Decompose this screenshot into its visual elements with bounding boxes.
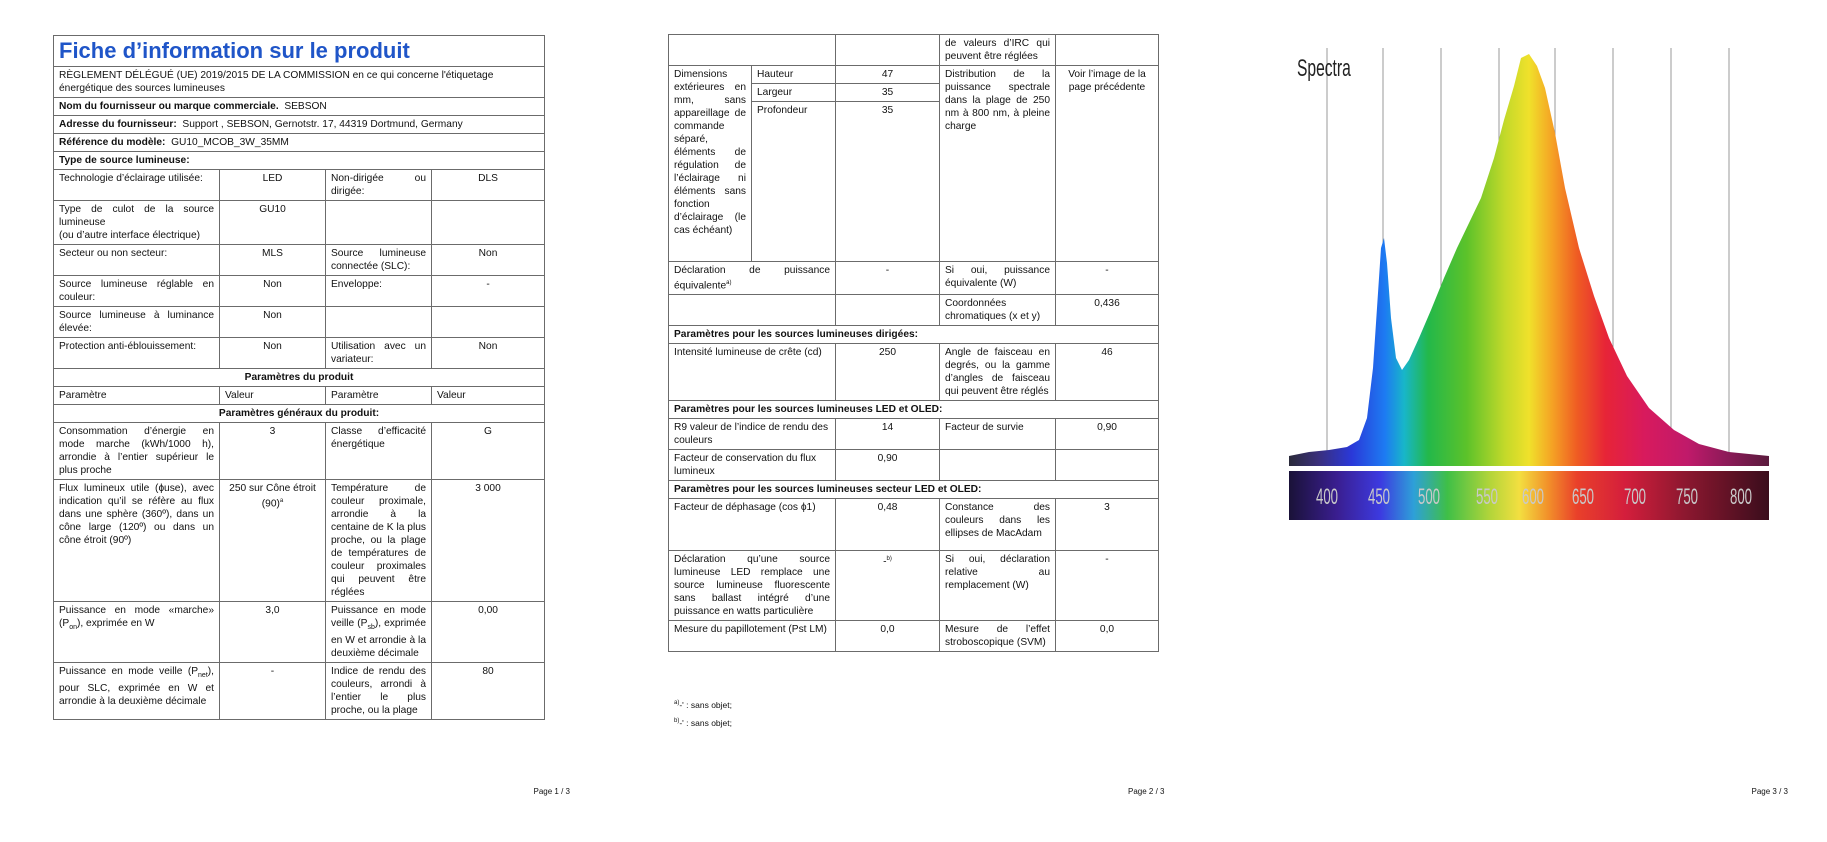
equivalent-power-label: [669, 262, 836, 295]
color-tunable-value: Non: [220, 276, 326, 307]
spectral-distribution-label: Distribution de la puissance spectrale dans la plage de 250 nm à 800 nm, à pleine charge: [940, 66, 1056, 262]
tech-value: LED: [220, 170, 326, 201]
empty-cell: [669, 35, 836, 66]
label-part: Puissance en mode veille (P: [331, 605, 426, 629]
spectrum-separator: [1289, 466, 1769, 471]
table-row: [669, 262, 1159, 295]
table-row: [669, 551, 1159, 621]
footnote-mark: a): [726, 280, 732, 286]
dimensions-label: Dimensions extérieures en mm, sans appareillage de commande séparé, éléments de régulation de l’éclairage ni éléments sans fonction d’éclairage (le cas échéant): [669, 66, 752, 262]
footnote-b: [674, 718, 732, 728]
beam-angle-value: 46: [1056, 344, 1159, 401]
table-row: [54, 307, 545, 338]
spectrum-title: Spectra: [1297, 55, 1351, 82]
value-text: -: [883, 556, 887, 568]
chromaticity-label: Coordonnées chromatiques (x et y): [940, 295, 1056, 326]
high-luminance-label: Source lumineuse à luminance élevée:: [54, 307, 220, 338]
mains-value: MLS: [220, 245, 326, 276]
on-mode-power-label: [54, 602, 220, 663]
power-factor-label: Facteur de déphasage (cos ϕ1): [669, 499, 836, 551]
cap-type-label: [54, 201, 220, 245]
model-value: GU10_MCOB_3W_35MM: [171, 137, 289, 148]
cri-label-continued: de valeurs d’IRC qui peuvent être réglées: [940, 35, 1056, 66]
supplier-label: Nom du fournisseur ou marque commerciale.: [59, 101, 279, 112]
lumen-maintenance-value: 0,90: [836, 450, 940, 481]
page-number: Page 2 / 3: [1128, 787, 1165, 796]
product-info-table-page-1: [53, 35, 545, 720]
document-title: Fiche d’information sur le produit: [54, 36, 545, 67]
energy-consumption-label: Consommation d’énergie en mode marche (kWh/1000 h), arrondie à l’entier supérieur le plus proche: [54, 423, 220, 480]
cap-type-subtext: (ou d’autre interface électrique): [59, 230, 201, 241]
empty-cell: [326, 201, 432, 245]
wavelength-ticks: [1316, 485, 1752, 509]
high-luminance-value: Non: [220, 307, 326, 338]
color-tunable-label: Source lumineuse réglable en couleur:: [54, 276, 220, 307]
spectrum-image: [1289, 48, 1769, 520]
standby-power-value: 0,00: [432, 602, 545, 663]
width-label: Largeur: [752, 84, 836, 102]
macadam-label: Constance des couleurs dans les ellipses de MacAdam: [940, 499, 1056, 551]
cri-label: Indice de rendu des couleurs, arrondi à l’entier le plus proche, ou la plage: [326, 663, 432, 720]
tick-label: 750: [1675, 484, 1699, 509]
depth-value: 35: [836, 102, 940, 262]
stroboscopic-label: Mesure de l’effet stroboscopique (SVM): [940, 621, 1056, 652]
anti-glare-value: Non: [220, 338, 326, 369]
lumen-maintenance-label: Facteur de conservation du flux lumineux: [669, 450, 836, 481]
label-sub: sb: [367, 624, 375, 632]
luminous-flux-text: 250 sur Cône étroit (90): [229, 483, 316, 510]
tick-label: 450: [1367, 484, 1391, 509]
page-1: [0, 0, 609, 842]
table-row: [669, 66, 1159, 84]
label-part: Puissance en mode veille (P: [59, 666, 199, 678]
column-header-value: Valeur: [432, 387, 545, 405]
table-row: [669, 621, 1159, 652]
table-row: [669, 419, 1159, 450]
tick-label: 500: [1417, 484, 1441, 509]
tick-label: 600: [1521, 484, 1545, 509]
height-label: Hauteur: [752, 66, 836, 84]
column-header-row: [54, 387, 545, 405]
table-row: [669, 295, 1159, 326]
table-row: [669, 450, 1159, 481]
table-row: [54, 276, 545, 307]
replacement-watts-value: -: [1056, 551, 1159, 621]
directed-sources-heading: Paramètres pour les sources lumineuses dirigées:: [669, 326, 1159, 344]
tick-label: 400: [1315, 484, 1339, 509]
column-header-value: Valeur: [220, 387, 326, 405]
dimmable-label: Utilisation avec un variateur:: [326, 338, 432, 369]
supplier-row: [54, 98, 545, 116]
directional-label: Non-dirigée ou dirigée:: [326, 170, 432, 201]
replacement-watts-label: Si oui, déclaration relative au remplacement (W): [940, 551, 1056, 621]
table-row: [54, 201, 545, 245]
cct-label: Température de couleur proximale, arrondie à la centaine de K la plus proche, ou la plage de températures de couleur proximales qui peuvent être réglées: [326, 480, 432, 602]
table-row: [669, 344, 1159, 401]
r9-label: R9 valeur de l’indice de rendu des couleurs: [669, 419, 836, 450]
power-factor-value: 0,48: [836, 499, 940, 551]
label-sub: on: [69, 624, 77, 632]
regulation-text: RÈGLEMENT DÉLÉGUÉ (UE) 2019/2015 DE LA COMMISSION en ce qui concerne l'étiquetage énergétique des sources lumineuses: [54, 67, 545, 98]
footnote-a: [674, 700, 732, 710]
luminous-flux-value: [220, 480, 326, 602]
table-row: [54, 338, 545, 369]
stroboscopic-value: 0,0: [1056, 621, 1159, 652]
r9-value: 14: [836, 419, 940, 450]
equivalent-watts-value: -: [1056, 262, 1159, 295]
cap-type-text: Type de culot de la source lumineuse: [59, 204, 214, 228]
label-part: Déclaration de puissance équivalente: [674, 265, 830, 292]
tick-label: 700: [1623, 484, 1647, 509]
footnote-mark: a: [279, 498, 284, 504]
page-number: Page 3 / 3: [1751, 787, 1788, 796]
standby-power-label: [326, 602, 432, 663]
model-row: [54, 134, 545, 152]
tech-label: Technologie d’éclairage utilisée:: [54, 170, 220, 201]
address-row: [54, 116, 545, 134]
empty-cell: [940, 450, 1056, 481]
empty-cell: [432, 307, 545, 338]
envelope-label: Enveloppe:: [326, 276, 432, 307]
width-value: 35: [836, 84, 940, 102]
address-value: Support , SEBSON, Gernotstr. 17, 44319 Dortmund, Germany: [182, 119, 463, 130]
mains-led-heading: Paramètres pour les sources lumineuses secteur LED et OLED:: [669, 481, 1159, 499]
label-part: ), exprimée en W: [76, 618, 155, 629]
flicker-label: Mesure du papillotement (Pst LM): [669, 621, 836, 652]
column-header-param: Paramètre: [54, 387, 220, 405]
empty-cell: [836, 35, 940, 66]
empty-cell: [432, 201, 545, 245]
network-standby-label: [54, 663, 220, 720]
mains-label: Secteur ou non secteur:: [54, 245, 220, 276]
table-row: [54, 602, 545, 663]
directional-value: DLS: [432, 170, 545, 201]
on-mode-power-value: 3,0: [220, 602, 326, 663]
flicker-value: 0,0: [836, 621, 940, 652]
label-part: ), exprimée en W et arrondie à la deuxième décimale: [331, 618, 426, 660]
height-value: 47: [836, 66, 940, 84]
footnote-text: -' : sans objet;: [679, 700, 732, 710]
connected-value: Non: [432, 245, 545, 276]
table-row: [669, 499, 1159, 551]
spectral-distribution-value: Voir l’image de la page précédente: [1056, 66, 1159, 262]
empty-cell: [1056, 35, 1159, 66]
efficiency-class-value: G: [432, 423, 545, 480]
led-oled-heading: Paramètres pour les sources lumineuses LED et OLED:: [669, 401, 1159, 419]
general-params-heading: Paramètres généraux du produit:: [54, 405, 545, 423]
peak-intensity-value: 250: [836, 344, 940, 401]
model-label: Référence du modèle:: [59, 137, 166, 148]
survival-factor-label: Facteur de survie: [940, 419, 1056, 450]
address-label: Adresse du fournisseur:: [59, 119, 177, 130]
equivalent-watts-label: Si oui, puissance équivalente (W): [940, 262, 1056, 295]
supplier-value: SEBSON: [284, 101, 327, 112]
table-row: [54, 480, 545, 602]
replacement-value: [836, 551, 940, 621]
anti-glare-label: Protection anti-éblouissement:: [54, 338, 220, 369]
empty-cell: [326, 307, 432, 338]
label-sub: net: [198, 672, 208, 680]
product-info-table-page-2: [668, 34, 1159, 652]
product-params-heading: Paramètres du produit: [54, 369, 545, 387]
envelope-value: -: [432, 276, 545, 307]
label-part: Puissance en mode «marche» (P: [59, 605, 214, 629]
footnote-text: -' : sans objet;: [679, 718, 732, 728]
chromaticity-value: 0,436: [1056, 295, 1159, 326]
depth-label: Profondeur: [752, 102, 836, 262]
tick-label: 800: [1729, 484, 1753, 509]
replacement-label: Déclaration qu’une source lumineuse LED remplace une source lumineuse fluorescente sans ballast intégré d’une puissance en watts particulière: [669, 551, 836, 621]
connected-label: Source lumineuse connectée (SLC):: [326, 245, 432, 276]
empty-cell: [1056, 450, 1159, 481]
cap-type-value: GU10: [220, 201, 326, 245]
table-row: [54, 423, 545, 480]
cri-value: 80: [432, 663, 545, 720]
energy-consumption-value: 3: [220, 423, 326, 480]
label-part: ), pour SLC, exprimée en W et arrondie à la deuxième décimale: [59, 666, 214, 708]
equivalent-power-value: -: [836, 262, 940, 295]
footnote-mark: b): [886, 556, 892, 563]
column-header-param: Paramètre: [326, 387, 432, 405]
table-row: [54, 170, 545, 201]
table-row: [669, 35, 1159, 66]
network-standby-value: -: [220, 663, 326, 720]
footnote-mark: b): [674, 718, 680, 725]
page-number: Page 1 / 3: [533, 787, 570, 796]
footnote-mark: a): [674, 700, 680, 707]
beam-angle-label: Angle de faisceau en degrés, ou la gamme d’angles de faisceau qui peuvent être réglés: [940, 344, 1056, 401]
macadam-value: 3: [1056, 499, 1159, 551]
tick-label: 650: [1571, 484, 1595, 509]
empty-cell: [669, 295, 836, 326]
tick-label: 550: [1475, 484, 1499, 509]
efficiency-class-label: Classe d’efficacité énergétique: [326, 423, 432, 480]
source-type-heading: Type de source lumineuse:: [54, 152, 545, 170]
empty-cell: [836, 295, 940, 326]
table-row: [54, 245, 545, 276]
luminous-flux-label: Flux lumineux utile (ɸuse), avec indication qu’il se réfère au flux dans une sphère (360º), dans un cône large (120º) ou dans un cône étroit (90º): [54, 480, 220, 602]
table-row: [54, 663, 545, 720]
cct-value: 3 000: [432, 480, 545, 602]
survival-factor-value: 0,90: [1056, 419, 1159, 450]
peak-intensity-label: Intensité lumineuse de crête (cd): [669, 344, 836, 401]
dimmable-value: Non: [432, 338, 545, 369]
